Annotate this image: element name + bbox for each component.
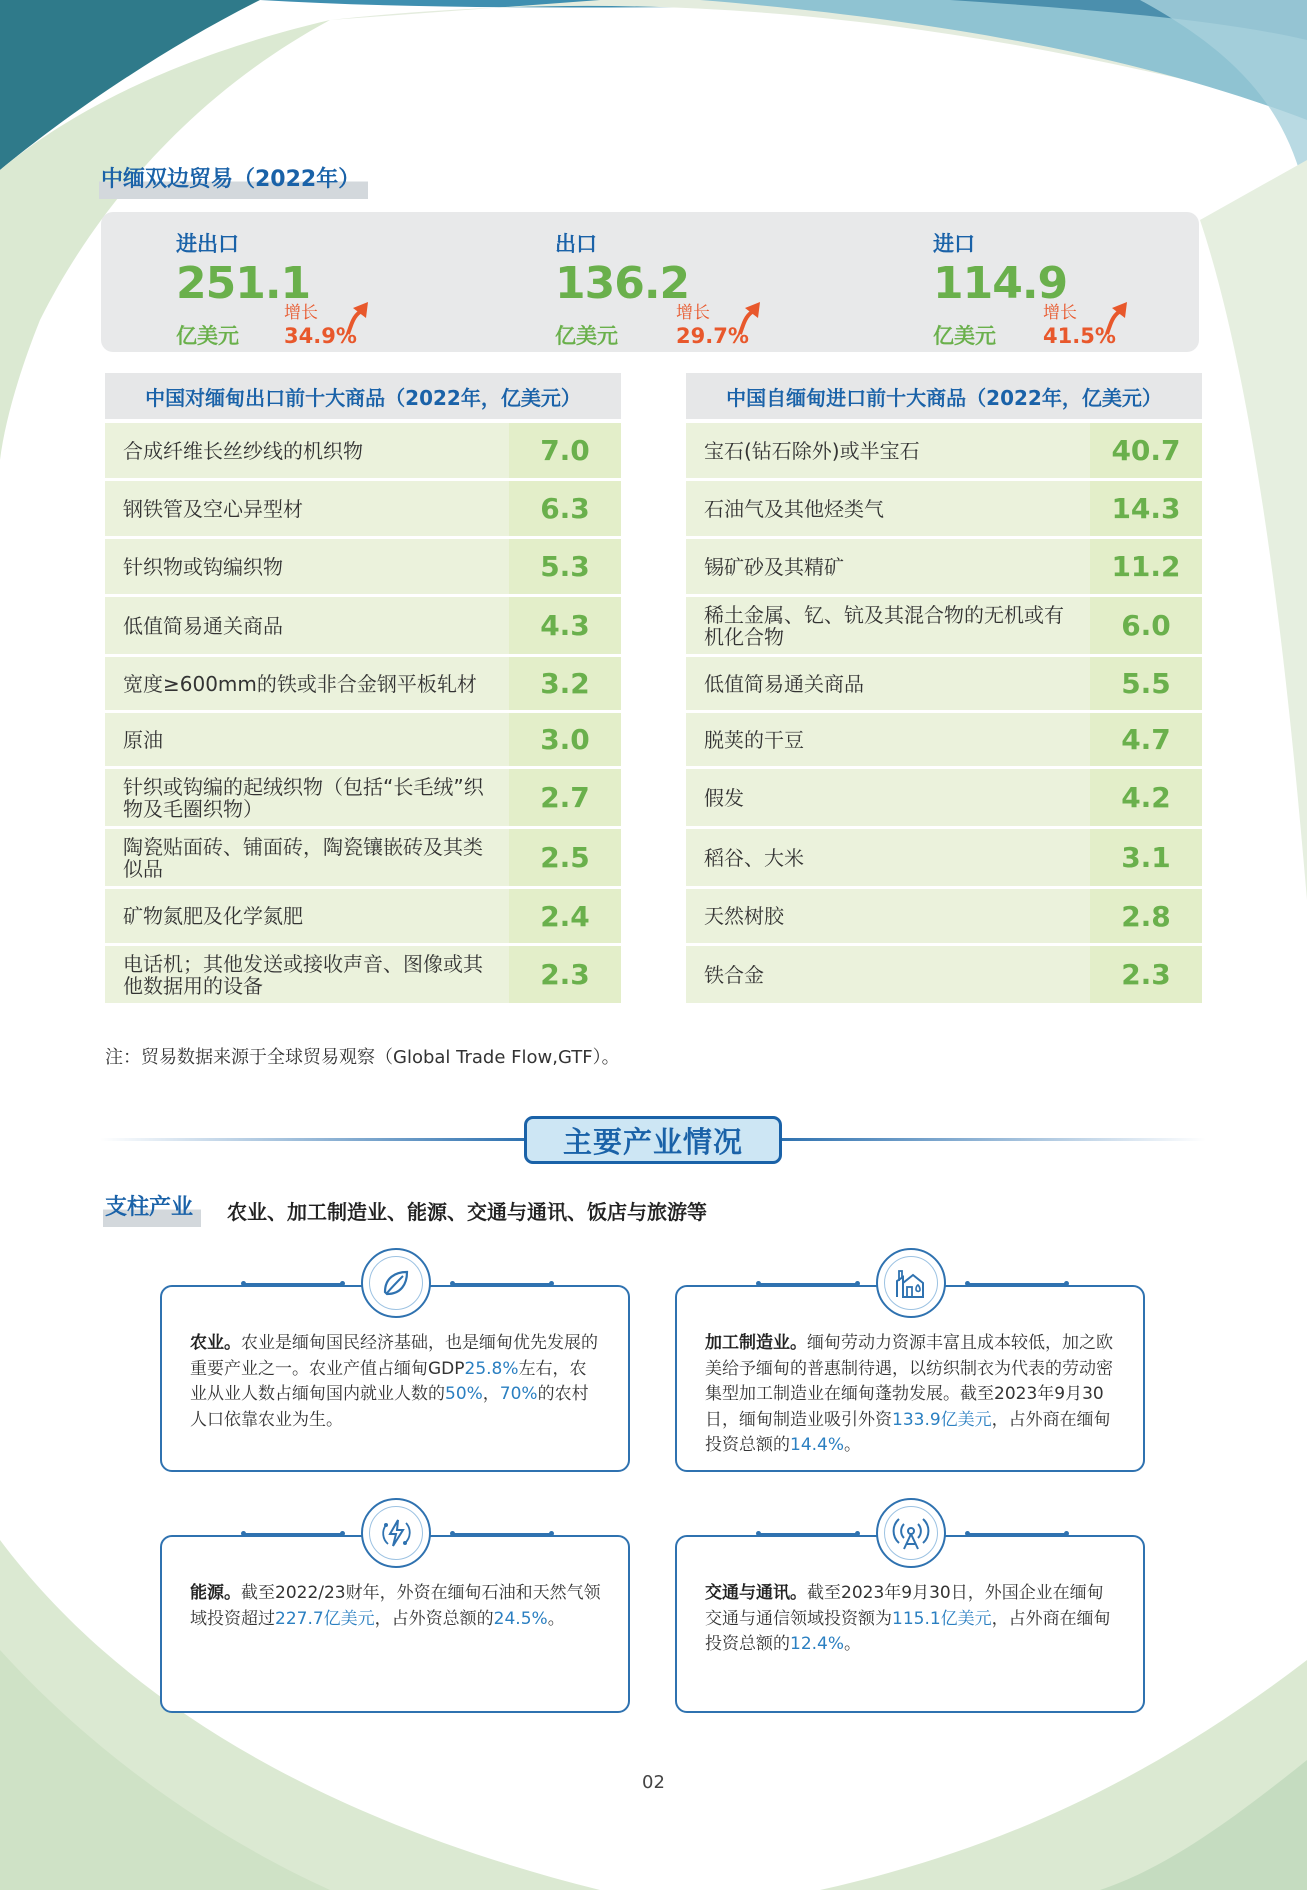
import-table-body (686, 423, 1202, 1003)
trade-section-title: 中缅双边贸易（2022年） (99, 160, 368, 199)
table-row (105, 889, 621, 943)
signal-tower-icon (876, 1498, 946, 1568)
growth-value: 41.5% (1043, 324, 1116, 348)
arrow-up-icon (1103, 300, 1133, 336)
card-connector (452, 1533, 552, 1535)
summary-unit: 亿美元 (176, 324, 239, 348)
commodity-value: 5.5 (1090, 657, 1202, 710)
card-connector (758, 1283, 858, 1285)
commodity-value: 2.7 (509, 769, 621, 826)
table-row (686, 423, 1202, 478)
commodity-value: 3.2 (509, 657, 621, 710)
table-row (105, 481, 621, 536)
card-heading: 农业。 (190, 1333, 241, 1353)
highlight-figure: 14.4% (790, 1435, 845, 1455)
commodity-name: 脱荚的干豆 (686, 713, 1090, 766)
commodity-value: 40.7 (1090, 423, 1202, 478)
commodity-name: 针织或钩编的起绒织物（包括“长毛绒”织物及毛圈织物） (105, 769, 509, 826)
card-connector (967, 1283, 1067, 1285)
card-text-segment: 。 (844, 1634, 862, 1654)
card-text-segment: ， (482, 1384, 500, 1404)
card-text-segment: 农业是缅甸国民经济基础，也是缅甸优先发展的重要产业之一。农业产值占缅甸GDP (190, 1333, 598, 1379)
highlight-figure: 133.9亿美元 (892, 1409, 992, 1430)
manufacturing-card-text (705, 1331, 1117, 1459)
table-row (105, 597, 621, 654)
card-text-segment: 左右，农业从业人数占缅甸国内就业人数的 (190, 1358, 587, 1404)
factory-icon (876, 1248, 946, 1318)
card-connector (967, 1533, 1067, 1535)
energy-icon (361, 1498, 431, 1568)
card-heading: 加工制造业。 (705, 1333, 807, 1353)
commodity-name: 宝石(钻石除外)或半宝石 (686, 423, 1090, 478)
growth-label: 增长 (676, 303, 710, 323)
commodity-value: 6.0 (1090, 597, 1202, 654)
card-text-segment: 。 (547, 1608, 565, 1629)
commodity-value: 4.2 (1090, 769, 1202, 826)
table-row (686, 889, 1202, 943)
highlight-figure: 50% (445, 1384, 483, 1404)
pillar-industry-list: 农业、加工制造业、能源、交通与通讯、饭店与旅游等 (227, 1200, 707, 1224)
commodity-name: 假发 (686, 769, 1090, 826)
commodity-name: 锡矿砂及其精矿 (686, 539, 1090, 594)
energy-card-text (190, 1581, 602, 1632)
summary-value: 136.2 (555, 258, 690, 309)
table-row (686, 946, 1202, 1003)
arrow-up-icon (344, 300, 374, 336)
import-table-title: 中国自缅甸进口前十大商品（2022年，亿美元） (686, 373, 1202, 419)
commodity-name: 针织物或钩编织物 (105, 539, 509, 594)
card-text-segment: ，占外商在缅甸投资总额的 (705, 1409, 1111, 1455)
card-text-segment: ，占外商在缅甸投资总额的 (705, 1608, 1111, 1654)
table-row (105, 769, 621, 826)
table-row (686, 539, 1202, 594)
trade-summary-panel (101, 212, 1199, 352)
commodity-value: 2.3 (509, 946, 621, 1003)
commodity-name: 稀土金属、钇、钪及其混合物的无机或有机化合物 (686, 597, 1090, 654)
highlight-figure: 25.8% (464, 1358, 519, 1379)
banner-line-right (782, 1138, 1206, 1141)
commodity-name: 合成纤维长丝纱线的机织物 (105, 423, 509, 478)
commodity-value: 3.0 (509, 713, 621, 766)
highlight-figure: 115.1亿美元 (892, 1608, 992, 1629)
table-row (686, 481, 1202, 536)
highlight-figure: 70% (499, 1384, 538, 1404)
commodity-value: 2.5 (509, 829, 621, 886)
card-connector (758, 1533, 858, 1535)
growth-value: 34.9% (284, 324, 357, 348)
pillar-industry-tag: 支柱产业 (103, 1188, 201, 1227)
summary-value: 114.9 (933, 258, 1068, 309)
industry-section-title: 主要产业情况 (524, 1116, 782, 1164)
banner-line-left (100, 1138, 524, 1141)
highlight-figure: 12.4% (790, 1634, 845, 1654)
growth-label: 增长 (284, 303, 318, 323)
data-source-note: 注：贸易数据来源于全球贸易观察（Global Trade Flow,GTF）。 (105, 1047, 620, 1068)
commodity-value: 4.3 (509, 597, 621, 654)
summary-label: 出口 (555, 232, 597, 256)
commodity-name: 矿物氮肥及化学氮肥 (105, 889, 509, 943)
growth-label: 增长 (1043, 303, 1077, 323)
commodity-name: 铁合金 (686, 946, 1090, 1003)
commodity-name: 钢铁管及空心异型材 (105, 481, 509, 536)
commodity-value: 2.8 (1090, 889, 1202, 943)
arrow-up-icon (736, 300, 766, 336)
highlight-figure: 24.5% (493, 1608, 548, 1629)
import-table (686, 373, 1202, 1003)
table-row (105, 713, 621, 766)
summary-value: 251.1 (176, 258, 311, 309)
summary-unit: 亿美元 (933, 324, 996, 348)
export-table-title: 中国对缅甸出口前十大商品（2022年，亿美元） (105, 373, 621, 419)
summary-label: 进出口 (176, 232, 239, 256)
table-row (686, 829, 1202, 886)
commodity-name: 原油 (105, 713, 509, 766)
commodity-name: 低值简易通关商品 (686, 657, 1090, 710)
table-row (105, 829, 621, 886)
commodity-value: 2.3 (1090, 946, 1202, 1003)
commodity-value: 7.0 (509, 423, 621, 478)
summary-unit: 亿美元 (555, 324, 618, 348)
summary-import (933, 228, 1263, 348)
table-row (686, 769, 1202, 826)
leaf-icon (361, 1248, 431, 1318)
summary-total (176, 228, 506, 348)
commodity-name: 稻谷、大米 (686, 829, 1090, 886)
commodity-value: 6.3 (509, 481, 621, 536)
card-connector (243, 1283, 343, 1285)
commodity-value: 2.4 (509, 889, 621, 943)
card-connector (452, 1283, 552, 1285)
agriculture-card-text (190, 1331, 602, 1433)
transport-card-text (705, 1581, 1117, 1658)
commodity-name: 宽度≥600mm的铁或非合金钢平板轧材 (105, 657, 509, 710)
table-row (686, 713, 1202, 766)
card-heading: 能源。 (190, 1583, 241, 1603)
commodity-value: 3.1 (1090, 829, 1202, 886)
summary-label: 进口 (933, 232, 975, 256)
table-row (686, 597, 1202, 654)
commodity-name: 陶瓷贴面砖、铺面砖，陶瓷镶嵌砖及其类似品 (105, 829, 509, 886)
page-number: 02 (642, 1772, 665, 1793)
card-text-segment: ，占外资总额的 (374, 1608, 494, 1629)
export-table (105, 373, 621, 1003)
commodity-name: 天然树胶 (686, 889, 1090, 943)
commodity-name: 低值简易通关商品 (105, 597, 509, 654)
card-text-segment: 截至2022/23财年，外资在缅甸石油和天然气领域投资超过 (190, 1583, 601, 1629)
table-row (105, 946, 621, 1003)
table-row (686, 657, 1202, 710)
highlight-figure: 227.7亿美元 (275, 1608, 375, 1629)
commodity-value: 5.3 (509, 539, 621, 594)
commodity-value: 11.2 (1090, 539, 1202, 594)
growth-value: 29.7% (676, 324, 749, 348)
card-heading: 交通与通讯。 (705, 1583, 807, 1603)
summary-export (555, 228, 885, 348)
commodity-value: 4.7 (1090, 713, 1202, 766)
card-text-segment: 的农村人口依靠农业为生。 (190, 1384, 589, 1430)
card-text-segment: 缅甸劳动力资源丰富且成本较低，加之欧美给予缅甸的普惠制待遇，以纺织制衣为代表的劳动密集型加工制造业在缅甸蓬勃发展。截至2023年9月30日，缅甸制造业吸引外资 (705, 1333, 1113, 1430)
commodity-name: 电话机；其他发送或接收声音、图像或其他数据用的设备 (105, 946, 509, 1003)
card-connector (243, 1533, 343, 1535)
commodity-value: 14.3 (1090, 481, 1202, 536)
commodity-name: 石油气及其他烃类气 (686, 481, 1090, 536)
card-text-segment: 。 (844, 1435, 862, 1455)
card-text-segment: 截至2023年9月30日，外国企业在缅甸交通与通信领域投资额为 (705, 1583, 1104, 1629)
table-row (105, 657, 621, 710)
export-table-body (105, 423, 621, 1003)
table-row (105, 423, 621, 478)
table-row (105, 539, 621, 594)
